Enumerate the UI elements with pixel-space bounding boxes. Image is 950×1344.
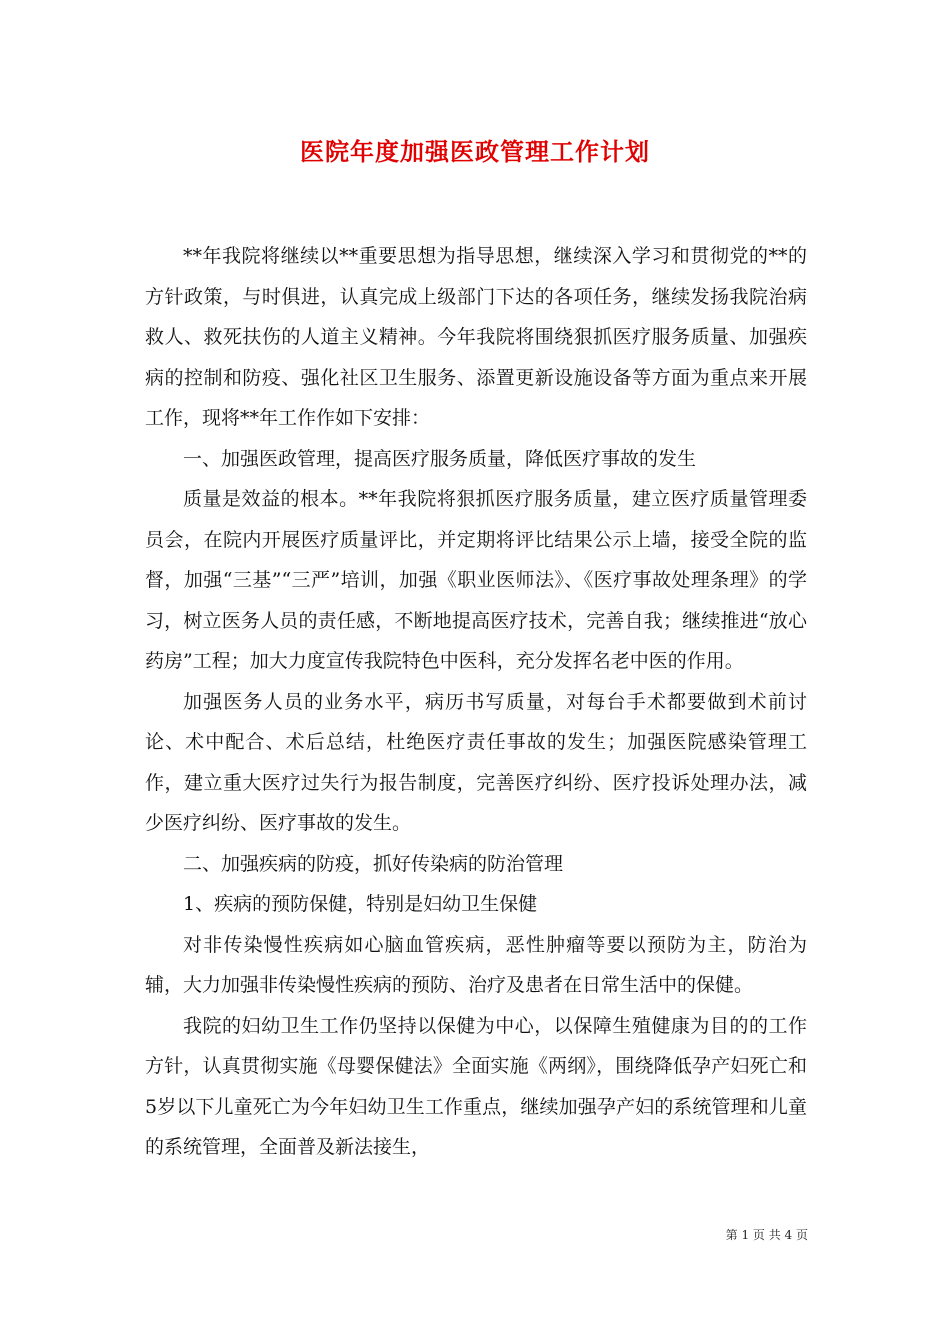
section-heading-1: 一、加强医政管理，提高医疗服务质量，降低医疗事故的发生 bbox=[183, 447, 697, 470]
section-heading-2: 二、加强疾病的防疫，抓好传染病的防治管理 bbox=[183, 852, 564, 875]
document-body bbox=[145, 236, 807, 1168]
paragraph-chronic-disease: 对非传染慢性疾病如心脑血管疾病，恶性肿瘤等要以预防为主，防治为辅，大力加强非传染慢性疾病的预防、治疗及患者在日常生活中的保健。 bbox=[145, 933, 807, 996]
page-number: 第 1 页 共 4 页 bbox=[725, 1228, 808, 1242]
paragraph-intro: **年我院将继续以**重要思想为指导思想，继续深入学习和贯彻党的**的方针政策，与时俱进，认真完成上级部门下达的各项任务，继续发扬我院治病救人、救死扶伤的人道主义精神。今年我院将围绕狠抓医疗服务质量、加强疾病的控制和防疫、强化社区卫生服务、添置更新设施设备等方面为重点来开展工作，现将**年工作作如下安排： bbox=[145, 245, 807, 429]
paragraph-maternal-child: 我院的妇幼卫生工作仍坚持以保健为中心，以保障生殖健康为目的的工作方针，认真贯彻实施《母婴保健法》全面实施《两纲》，围绕降低孕产妇死亡和5岁以下儿童死亡为今年妇幼卫生工作重点，继续加强孕产妇的系统管理和儿童的系统管理，全面普及新法接生， bbox=[145, 1014, 807, 1158]
subsection-heading-1: 1、疾病的预防保健，特别是妇幼卫生保健 bbox=[183, 893, 538, 915]
paragraph-quality: 质量是效益的根本。**年我院将狠抓医疗服务质量，建立医疗质量管理委员会，在院内开展医疗质量评比，并定期将评比结果公示上墙，接受全院的监督，加强“三基”“三严”培训，加强《职业医师法》、《医疗事故处理条理》的学习，树立医务人员的责任感，不断地提高医疗技术，完善自我；继续推进“放心药房”工程；加大力度宣传我院特色中医科，充分发挥名老中医的作用。 bbox=[145, 488, 807, 672]
document-title: 医院年度加强医政管理工作计划 bbox=[300, 137, 650, 166]
paragraph-staff-skills: 加强医务人员的业务水平，病历书写质量，对每台手术都要做到术前讨论、术中配合、术后总结，杜绝医疗责任事故的发生；加强医院感染管理工作，建立重大医疗过失行为报告制度，完善医疗纠纷、医疗投诉处理办法，减少医疗纠纷、医疗事故的发生。 bbox=[145, 690, 807, 834]
